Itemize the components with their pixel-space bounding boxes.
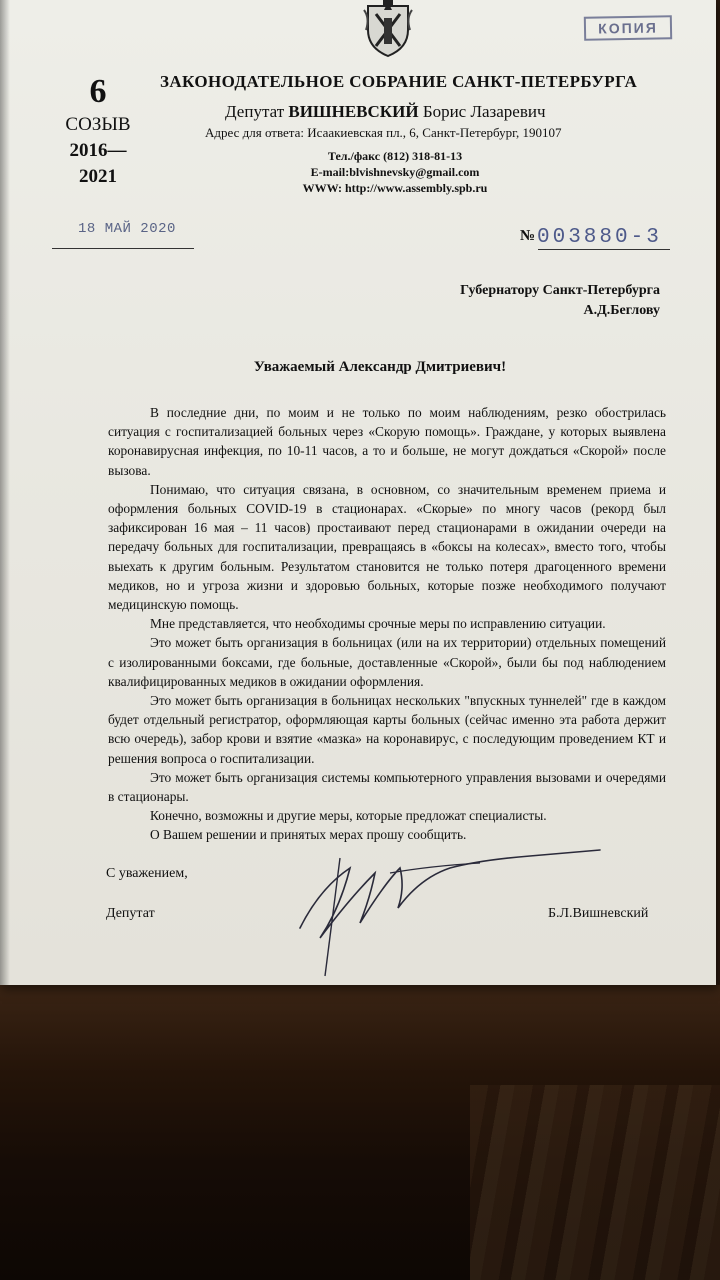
- convocation-label: СОЗЫВ: [65, 114, 131, 135]
- closing: С уважением,: [106, 866, 188, 881]
- phone: Тел./факс (812) 318-81-13: [327, 149, 463, 163]
- convocation-number: 6: [89, 73, 107, 110]
- addressee-title: Губернатору Санкт-Петербурга: [460, 283, 660, 298]
- addressee-name: А.Д.Беглову: [583, 303, 660, 318]
- organization-name: ЗАКОНОДАТЕЛЬНОЕ СОБРАНИЕ САНКТ-ПЕТЕРБУРГА: [160, 72, 638, 91]
- date-stamp: 18 МАЙ 2020: [78, 221, 176, 237]
- handwritten-signature: [280, 828, 620, 978]
- paragraph: В последние дни, по моим и не только по моим наблюдениям, резко обострилась ситуация с госпитализацией больных через «Скорую помощь». Граждане, у которых выявлена коронавирусная инфекция, по 10-11 часов, а то и больше, не могут дождаться «Скорой» после вызова.: [108, 405, 666, 478]
- copy-stamp: КОПИЯ: [584, 15, 672, 41]
- paragraph: Это может быть организация системы компьютерного управления вызовами и очередями в стационары.: [108, 769, 666, 805]
- paragraph: Мне представляется, что необходимы срочные меры по исправлению ситуации.: [150, 616, 606, 632]
- paragraph: О Вашем решении и принятых мерах прошу сообщить.: [150, 827, 467, 843]
- registration-underline: [538, 249, 670, 250]
- coat-of-arms-icon: [362, 0, 414, 58]
- convocation-years-start: 2016—: [69, 140, 127, 161]
- deputy-prefix: Депутат: [225, 102, 285, 121]
- signer-role: Депутат: [106, 906, 155, 921]
- deputy-line: [225, 102, 546, 122]
- salutation: Уважаемый Александр Дмитриевич!: [253, 359, 507, 375]
- addressee: [460, 281, 660, 321]
- website: WWW: http://www.assembly.spb.ru: [302, 181, 488, 195]
- paragraph: Понимаю, что ситуация связана, в основном, со значительным временем приема и оформления больных COVID-19 в стационарах. «Скорые» по многу часов (рекорд был зафиксирован 16 мая – 11 часов) простаивают перед стационарами в ожидании очереди на передачу больных для госпитализации, превращаясь в «боксы на колесах», вместо того, чтобы выехать к другим больным. Результатом становится не только потеря драгоценного времени медиков, но и угроза жизни и здоровью больных, которые позже необходимого получают медицинскую помощь.: [108, 481, 666, 613]
- page-edge-shadow: [0, 0, 10, 985]
- reply-address: Адрес для ответа: Исаакиевская пл., 6, Санкт-Петербург, 190107: [205, 125, 562, 140]
- deputy-name: Борис Лазаревич: [422, 102, 546, 121]
- letter-body: [108, 403, 666, 845]
- paragraph: Это может быть организация в больницах нескольких "впускных туннелей" где в каждом будет отдельный регистратор, оформляющая карты больных (сейчас именно эта работа держит всю очередь), забор крови и взятие «мазка» на коронавирус, с последующим проведением КТ и решения вопроса о госпитализации.: [108, 693, 666, 766]
- email: E-mail:blvishnevsky@gmail.com: [310, 165, 480, 179]
- convocation-years-end: 2021: [79, 166, 117, 187]
- registration-number: 003880-3: [537, 226, 662, 249]
- paragraph: Это может быть организация в больницах (или на их территории) отдельных помещений с изолированными боксами, где больные, доставленные «Скорой», были бы под наблюдением квалифицированных медиков в ожидании оформления.: [108, 635, 666, 689]
- signer-name: Б.Л.Вишневский: [548, 906, 649, 921]
- parquet-floor: [470, 1085, 720, 1280]
- registration-label: №: [520, 228, 536, 244]
- paragraph: Конечно, возможны и другие меры, которые предложат специалисты.: [150, 808, 547, 824]
- deputy-surname: ВИШНЕВСКИЙ: [288, 102, 419, 121]
- contacts-block: [155, 148, 635, 196]
- convocation-block: [55, 72, 141, 190]
- date-underline: [52, 248, 194, 249]
